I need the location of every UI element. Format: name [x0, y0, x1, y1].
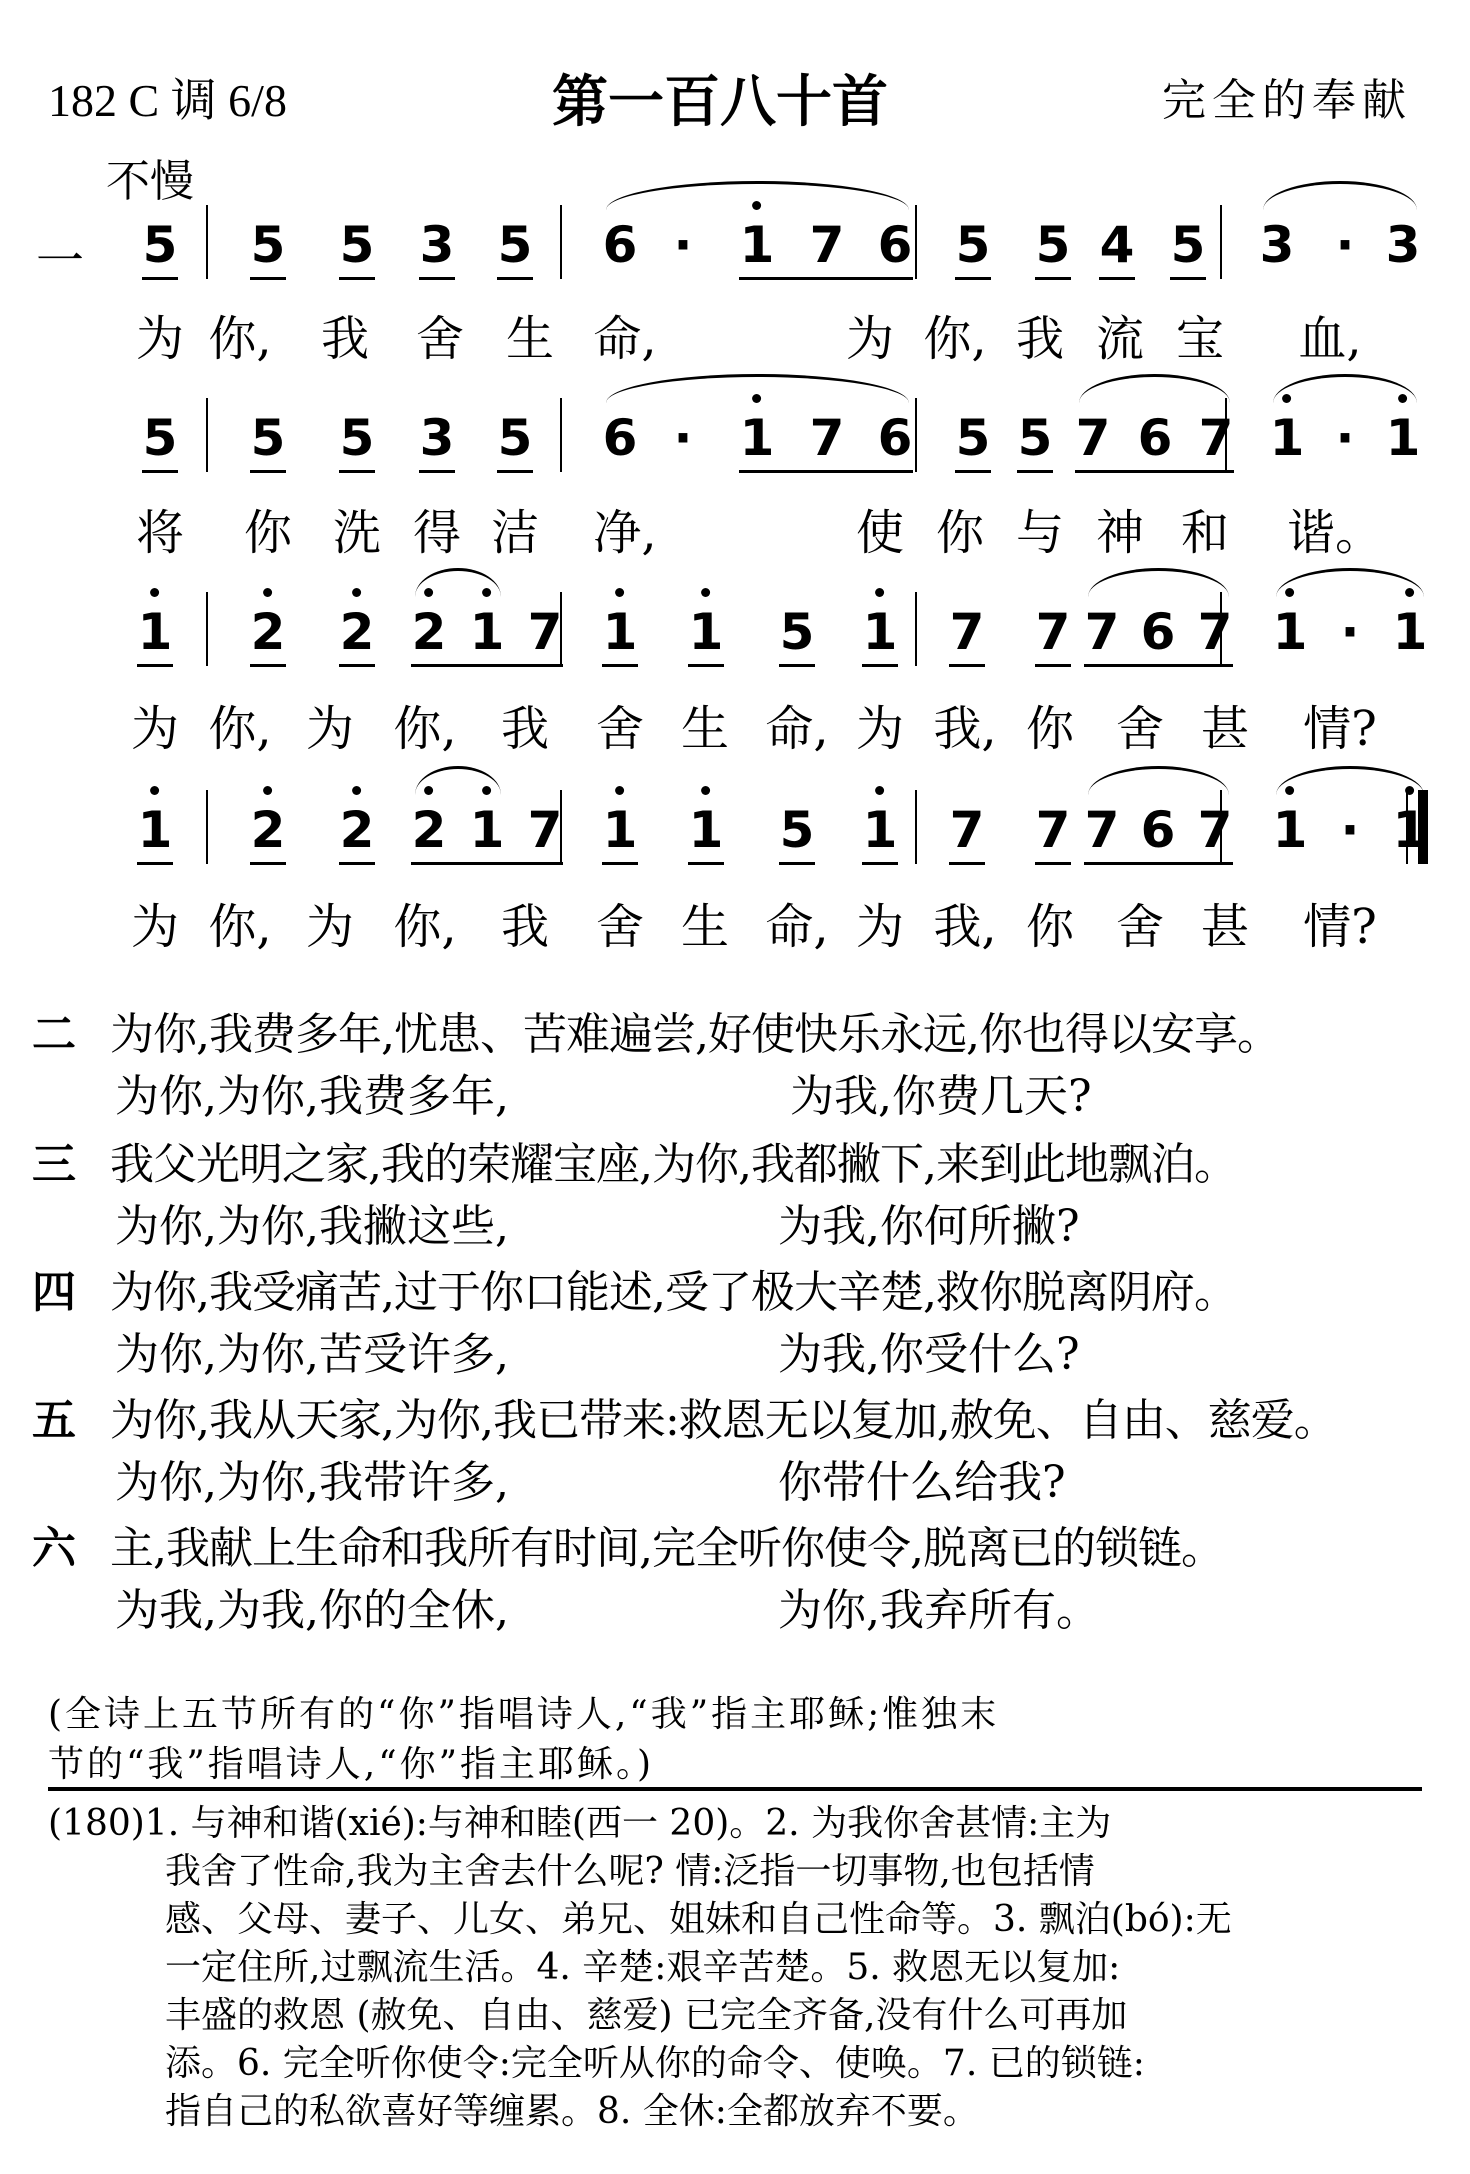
verse-refrain: 为你,为你,我带许多, [115, 1457, 509, 1508]
note: 5 [497, 216, 533, 274]
lyric-syllable: 甚 [1200, 701, 1250, 757]
note: 5 [1017, 409, 1053, 467]
octave-dot [352, 588, 361, 597]
lyric-syllable: 流 [1095, 311, 1145, 367]
lyric-syllable: 为 [845, 311, 895, 367]
note-underline [688, 862, 724, 865]
note: 7 [1197, 603, 1233, 661]
barline [1406, 790, 1408, 864]
note-underline [419, 277, 455, 280]
note-underline [339, 664, 375, 667]
verse-number: 六 [32, 1523, 76, 1574]
note: 1 [1393, 800, 1428, 860]
note: 2 [251, 602, 286, 662]
note: 7 [1035, 801, 1071, 859]
barline [1220, 790, 1222, 864]
dot-extension: · [1340, 603, 1360, 661]
lyric-syllable: 舍 [595, 701, 645, 757]
note-underline [1084, 862, 1233, 865]
note: 7 [809, 216, 845, 274]
footnote-line: 添。6. 完全听你使令:完全听从你的命令、使唤。7. 已的锁链: [165, 2043, 1145, 2084]
note: 1 [1393, 602, 1428, 662]
note-underline [862, 664, 898, 667]
slur [415, 766, 501, 795]
note: 1 [1273, 800, 1308, 860]
lyric-syllable: 你 [1025, 899, 1075, 955]
note-underline [411, 664, 563, 667]
verse-number: 四 [32, 1267, 76, 1318]
note-underline [779, 862, 815, 865]
note: 6 [602, 409, 638, 467]
note-underline [339, 277, 375, 280]
note: 7 [1084, 801, 1120, 859]
note: 6 [877, 216, 913, 274]
dot-extension: · [673, 409, 693, 467]
lyric-syllable: 舍 [1115, 899, 1165, 955]
note: 7 [1198, 409, 1234, 467]
note: 2 [340, 800, 375, 860]
barline [915, 205, 917, 279]
note-underline [250, 277, 286, 280]
lyric-syllable: 我 [1015, 311, 1065, 367]
lyric-syllable: 情? [1303, 899, 1377, 955]
lyric-syllable: 你, [393, 899, 457, 955]
note: 7 [1075, 409, 1111, 467]
footnotes [48, 1800, 1428, 2136]
lyric-syllable: 生 [680, 899, 730, 955]
note-underline [142, 277, 178, 280]
verse-number: 三 [32, 1139, 76, 1190]
lyric-syllable: 与 [1015, 505, 1065, 561]
note: 6 [1140, 801, 1176, 859]
note: 2 [251, 800, 286, 860]
note: 2 [412, 602, 447, 662]
octave-dot [875, 588, 884, 597]
hymn-number-key: 182 C 调 6/8 [48, 75, 287, 126]
note: 3 [419, 409, 455, 467]
note: 1 [603, 602, 638, 662]
note: 3 [1259, 216, 1295, 274]
lyric-syllable: 甚 [1200, 899, 1250, 955]
lyric-syllable: 生 [505, 311, 555, 367]
note: 1 [740, 215, 775, 275]
verse-refrain-answer: 为我,你费几天? [790, 1071, 1092, 1122]
lyric-syllable: 和 [1180, 505, 1230, 561]
barline [1220, 205, 1222, 279]
slur [1088, 766, 1229, 795]
note-underline [497, 277, 533, 280]
lyric-syllable: 为 [135, 311, 185, 367]
lyric-syllable: 我 [500, 899, 550, 955]
note-underline [1099, 277, 1135, 280]
verse-line: 为你,我受痛苦,过于你口能述,受了极大辛楚,救你脱离阴府。 [110, 1267, 1237, 1318]
note: 1 [863, 800, 898, 860]
lyric-syllable: 我, [933, 899, 997, 955]
lyric-syllable: 你, [923, 311, 987, 367]
barline [560, 205, 562, 279]
note: 7 [1084, 603, 1120, 661]
note-underline [250, 664, 286, 667]
note: 7 [949, 603, 985, 661]
notation-row [0, 408, 1470, 528]
lyric-syllable: 我 [500, 701, 550, 757]
barline [1220, 592, 1222, 666]
note-underline [250, 470, 286, 473]
octave-dot [150, 588, 159, 597]
barline [915, 398, 917, 472]
remark-line-1: (全诗上五节所有的“你”指唱诗人,“我”指主耶稣;惟独末 [48, 1694, 1000, 1735]
note-underline [419, 470, 455, 473]
lyric-syllable: 我 [320, 311, 370, 367]
verse-refrain-answer: 为我,你受什么? [778, 1329, 1080, 1380]
note: 7 [527, 603, 563, 661]
barline [206, 592, 208, 666]
barline [560, 790, 562, 864]
octave-dot [615, 786, 624, 795]
octave-dot [263, 588, 272, 597]
lyric-syllable: 净, [593, 505, 657, 561]
verse-refrain: 为我,为我,你的全休, [115, 1585, 509, 1636]
note: 1 [1270, 408, 1305, 468]
note: 5 [497, 409, 533, 467]
note-underline [688, 664, 724, 667]
barline [206, 205, 208, 279]
slur [415, 568, 501, 597]
note-underline [137, 862, 173, 865]
verse-refrain-answer: 为你,我弃所有。 [778, 1585, 1100, 1636]
note: 1 [1273, 602, 1308, 662]
slur [606, 374, 909, 403]
note-underline [1170, 277, 1206, 280]
barline [560, 592, 562, 666]
verse-refrain-answer: 为我,你何所撇? [778, 1201, 1080, 1252]
lyric-syllable: 为 [305, 701, 355, 757]
verse-number: 二 [32, 1009, 76, 1060]
note-underline [779, 664, 815, 667]
note: 1 [138, 602, 173, 662]
lyric-syllable: 舍 [415, 311, 465, 367]
lyric-syllable: 为 [305, 899, 355, 955]
lyric-syllable: 命, [765, 701, 829, 757]
note: 2 [340, 602, 375, 662]
verse-line: 为你,我费多年,忧患、苦难遍尝,好使快乐永远,你也得以安享。 [110, 1009, 1280, 1060]
verse-line: 为你,我从天家,为你,我已带来:救恩无以复加,赦免、自由、慈爱。 [110, 1395, 1337, 1446]
note: 1 [138, 800, 173, 860]
lyric-syllable: 将 [135, 505, 185, 561]
lyric-syllable: 舍 [595, 899, 645, 955]
dot-extension: · [673, 216, 693, 274]
footnote-line: 我舍了性命,我为主舍去什么呢? 情:泛指一切事物,也包括情 [165, 1851, 1095, 1892]
note-underline [949, 664, 985, 667]
note-underline [250, 862, 286, 865]
note-underline [339, 862, 375, 865]
note: 6 [1140, 603, 1176, 661]
note: 6 [877, 409, 913, 467]
note-underline [1017, 470, 1053, 473]
barline [206, 398, 208, 472]
note: 6 [602, 216, 638, 274]
note: 7 [1197, 801, 1233, 859]
note-underline [602, 862, 638, 865]
note-underline [1035, 277, 1071, 280]
note: 1 [603, 800, 638, 860]
note-underline [1084, 664, 1233, 667]
note-underline [955, 277, 991, 280]
slur [1273, 374, 1417, 403]
remark-line-2: 节的“我”指唱诗人,“你”指主耶稣。) [48, 1744, 655, 1785]
lyric-syllable: 命, [593, 311, 657, 367]
note: 5 [779, 801, 815, 859]
note-underline [1075, 470, 1234, 473]
footnote-line: (180)1. 与神和谐(xié):与神和睦(西一 20)。2. 为我你舍甚情:主为 [48, 1803, 1112, 1844]
barline [915, 790, 917, 864]
lyric-syllable: 舍 [1115, 701, 1165, 757]
note-underline [339, 470, 375, 473]
tempo-marking: 不慢 [106, 156, 194, 207]
note: 5 [1035, 216, 1071, 274]
lyric-syllable: 你, [208, 899, 272, 955]
octave-dot [615, 588, 624, 597]
octave-dot [352, 786, 361, 795]
verse-refrain: 为你,为你,苦受许多, [115, 1329, 509, 1380]
dot-extension: · [1335, 216, 1355, 274]
note-underline [142, 470, 178, 473]
lyric-syllable: 为 [855, 701, 905, 757]
note-underline [137, 664, 173, 667]
verse-line: 我父光明之家,我的荣耀宝座,为你,我都撇下,来到此地飘泊。 [110, 1139, 1237, 1190]
lyric-syllable: 命, [765, 899, 829, 955]
note-underline [862, 862, 898, 865]
note-underline [955, 470, 991, 473]
lyric-syllable: 洁 [490, 505, 540, 561]
stanza-number: 一 [36, 233, 85, 289]
note: 5 [250, 216, 286, 274]
note: 2 [412, 800, 447, 860]
barline [1225, 398, 1227, 472]
lyric-syllable: 为 [855, 899, 905, 955]
note-underline [949, 862, 985, 865]
page-title: 第一百八十首 [552, 70, 888, 135]
note: 7 [527, 801, 563, 859]
lyric-syllable: 宝 [1175, 311, 1225, 367]
slur [1276, 568, 1424, 597]
dot-extension: · [1335, 409, 1355, 467]
lyric-syllable: 你 [1025, 701, 1075, 757]
lyric-syllable: 血, [1298, 311, 1362, 367]
barline [915, 592, 917, 666]
note: 7 [1035, 603, 1071, 661]
hymn-subtitle: 完全的奉献 [1162, 75, 1412, 126]
lyric-syllable: 你 [935, 505, 985, 561]
lyric-syllable: 你 [243, 505, 293, 561]
footnote-line: 感、父母、妻子、儿女、弟兄、姐妹和自己性命等。3. 飘泊(bó):无 [165, 1899, 1232, 1940]
note: 1 [863, 602, 898, 662]
note: 7 [949, 801, 985, 859]
octave-dot [263, 786, 272, 795]
slur [1276, 766, 1424, 795]
note-underline [1035, 664, 1071, 667]
final-barline [1418, 790, 1428, 864]
lyric-syllable: 情? [1303, 701, 1377, 757]
divider [48, 1787, 1422, 1791]
lyric-syllable: 你, [208, 701, 272, 757]
lyric-syllable: 洗 [332, 505, 382, 561]
octave-dot [875, 786, 884, 795]
footnote-line: 指自己的私欲喜好等缠累。8. 全休:全都放弃不要。 [165, 2091, 979, 2132]
verse-refrain-answer: 你带什么给我? [778, 1457, 1066, 1508]
note: 3 [1385, 216, 1421, 274]
note: 5 [142, 409, 178, 467]
note: 5 [250, 409, 286, 467]
lyric-syllable: 神 [1095, 505, 1145, 561]
lyric-syllable: 得 [412, 505, 462, 561]
note: 4 [1099, 216, 1135, 274]
lyric-syllable: 生 [680, 701, 730, 757]
note: 5 [339, 216, 375, 274]
note: 1 [689, 602, 724, 662]
lyric-syllable: 谐。 [1286, 505, 1384, 561]
note: 5 [339, 409, 375, 467]
note-underline [739, 277, 913, 280]
lyric-syllable: 为 [130, 701, 180, 757]
octave-dot [150, 786, 159, 795]
verse-line: 主,我献上生命和我所有时间,完全听你使令,脱离已的锁链。 [110, 1523, 1224, 1574]
note-underline [602, 664, 638, 667]
note-underline [739, 470, 913, 473]
verse-refrain: 为你,为你,我撇这些, [115, 1201, 509, 1252]
note: 5 [955, 216, 991, 274]
note-underline [497, 470, 533, 473]
lyric-syllable: 我, [933, 701, 997, 757]
note: 5 [955, 409, 991, 467]
slur [1088, 568, 1229, 597]
lyric-syllable: 为 [130, 899, 180, 955]
note: 5 [779, 603, 815, 661]
note: 1 [689, 800, 724, 860]
note: 1 [470, 800, 505, 860]
note: 3 [419, 216, 455, 274]
verse-refrain: 为你,为你,我费多年, [115, 1071, 509, 1122]
slur [1079, 374, 1230, 403]
note: 7 [809, 409, 845, 467]
note: 5 [142, 216, 178, 274]
footnote-line: 丰盛的救恩 (赦免、自由、慈爱) 已完全齐备,没有什么可再加 [165, 1995, 1128, 2036]
note-underline [411, 862, 563, 865]
octave-dot [701, 588, 710, 597]
barline [206, 790, 208, 864]
slur [1263, 181, 1417, 210]
note: 6 [1137, 409, 1173, 467]
lyric-syllable: 使 [855, 505, 905, 561]
note: 1 [470, 602, 505, 662]
footnote-line: 一定住所,过飘流生活。4. 辛楚:艰辛苦楚。5. 救恩无以复加: [165, 1947, 1121, 1988]
note-underline [1035, 862, 1071, 865]
note: 5 [1170, 216, 1206, 274]
verse-number: 五 [32, 1395, 76, 1446]
slur [606, 181, 909, 210]
note: 1 [740, 408, 775, 468]
barline [560, 398, 562, 472]
lyric-syllable: 你, [393, 701, 457, 757]
dot-extension: · [1340, 801, 1360, 859]
note: 1 [1386, 408, 1421, 468]
octave-dot [701, 786, 710, 795]
lyric-syllable: 你, [208, 311, 272, 367]
